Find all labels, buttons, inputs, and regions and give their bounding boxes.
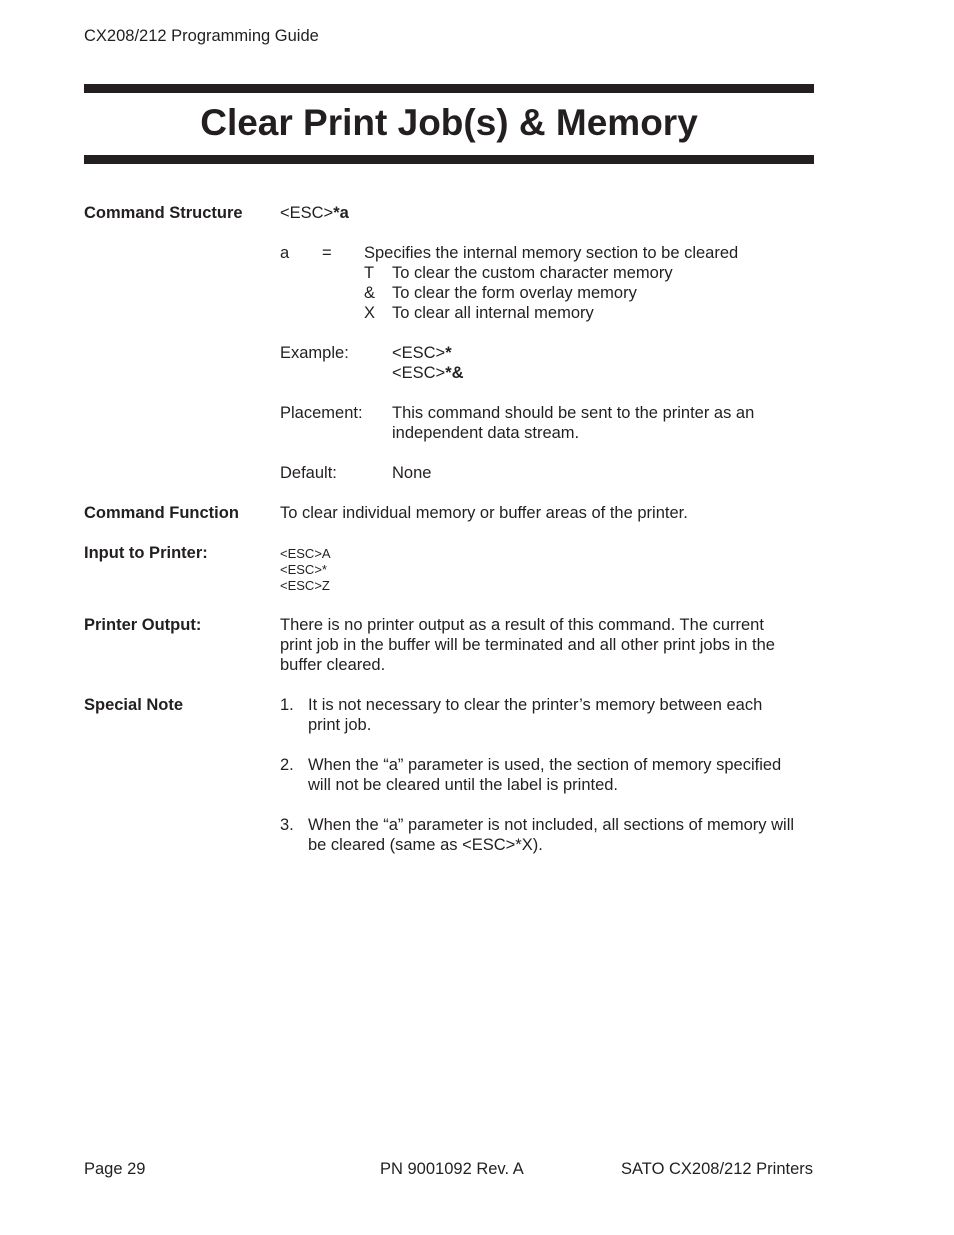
placement-text-line: This command should be sent to the printer as an [392,404,755,422]
placement-label: Placement: [280,404,363,422]
section-label-input-to-printer: Input to Printer: [84,544,208,562]
note-text-line: will not be cleared until the label is printed. [308,776,619,794]
param-description: Specifies the internal memory section to be cleared [364,244,739,262]
example-label: Example: [280,344,349,362]
example-prefix: <ESC> [392,344,446,362]
section-label-special-note: Special Note [84,696,184,714]
option-code: & [364,284,376,302]
option-description: To clear all internal memory [392,304,594,322]
example-line-2 [392,363,464,383]
note-text-line: print job. [308,716,372,734]
note-number: 2. [280,756,294,774]
option-code: X [364,304,376,322]
page-title: Clear Print Job(s) & Memory [200,102,698,143]
param-equals: = [322,244,332,262]
example-param: *& [445,364,464,382]
note-text-line: When the “a” parameter is not included, all sections of memory will [308,816,795,834]
note-text-line: When the “a” parameter is used, the section of memory specified [308,756,782,774]
syntax-param: *a [333,204,349,222]
section-label-command-function: Command Function [84,504,239,522]
param-name: a [280,244,290,262]
input-line: <ESC>Z [280,578,330,593]
command-function-text: To clear individual memory or buffer areas of the printer. [280,504,688,522]
command-syntax [280,203,349,223]
footer-part-number: PN 9001092 Rev. A [380,1160,524,1178]
printer-output-line: buffer cleared. [280,656,386,674]
note-text-line: It is not necessary to clear the printer’s memory between each [308,696,763,714]
note-number: 1. [280,696,294,714]
printer-output-line: print job in the buffer will be terminated and all other print jobs in the [280,636,775,654]
placement-text-line: independent data stream. [392,424,580,442]
footer-product: SATO CX208/212 Printers [621,1160,813,1178]
example-prefix: <ESC> [392,364,446,382]
title-rule-top [84,84,814,93]
printer-output-line: There is no printer output as a result of this command. The current [280,616,764,634]
input-line: <ESC>* [280,562,327,577]
option-description: To clear the form overlay memory [392,284,637,302]
example-line-1 [392,343,452,363]
default-label: Default: [280,464,337,482]
footer-page-number: Page 29 [84,1160,146,1178]
note-text-line: be cleared (same as <ESC>*X). [308,836,543,854]
title-rule-bottom [84,155,814,164]
running-header: CX208/212 Programming Guide [84,27,319,45]
example-param: * [445,344,452,362]
input-line: <ESC>A [280,546,331,561]
option-code: T [364,264,375,282]
option-description: To clear the custom character memory [392,264,673,282]
syntax-prefix: <ESC> [280,204,334,222]
note-number: 3. [280,816,294,834]
section-label-command-structure: Command Structure [84,204,243,222]
section-label-printer-output: Printer Output: [84,616,202,634]
default-value: None [392,464,432,482]
